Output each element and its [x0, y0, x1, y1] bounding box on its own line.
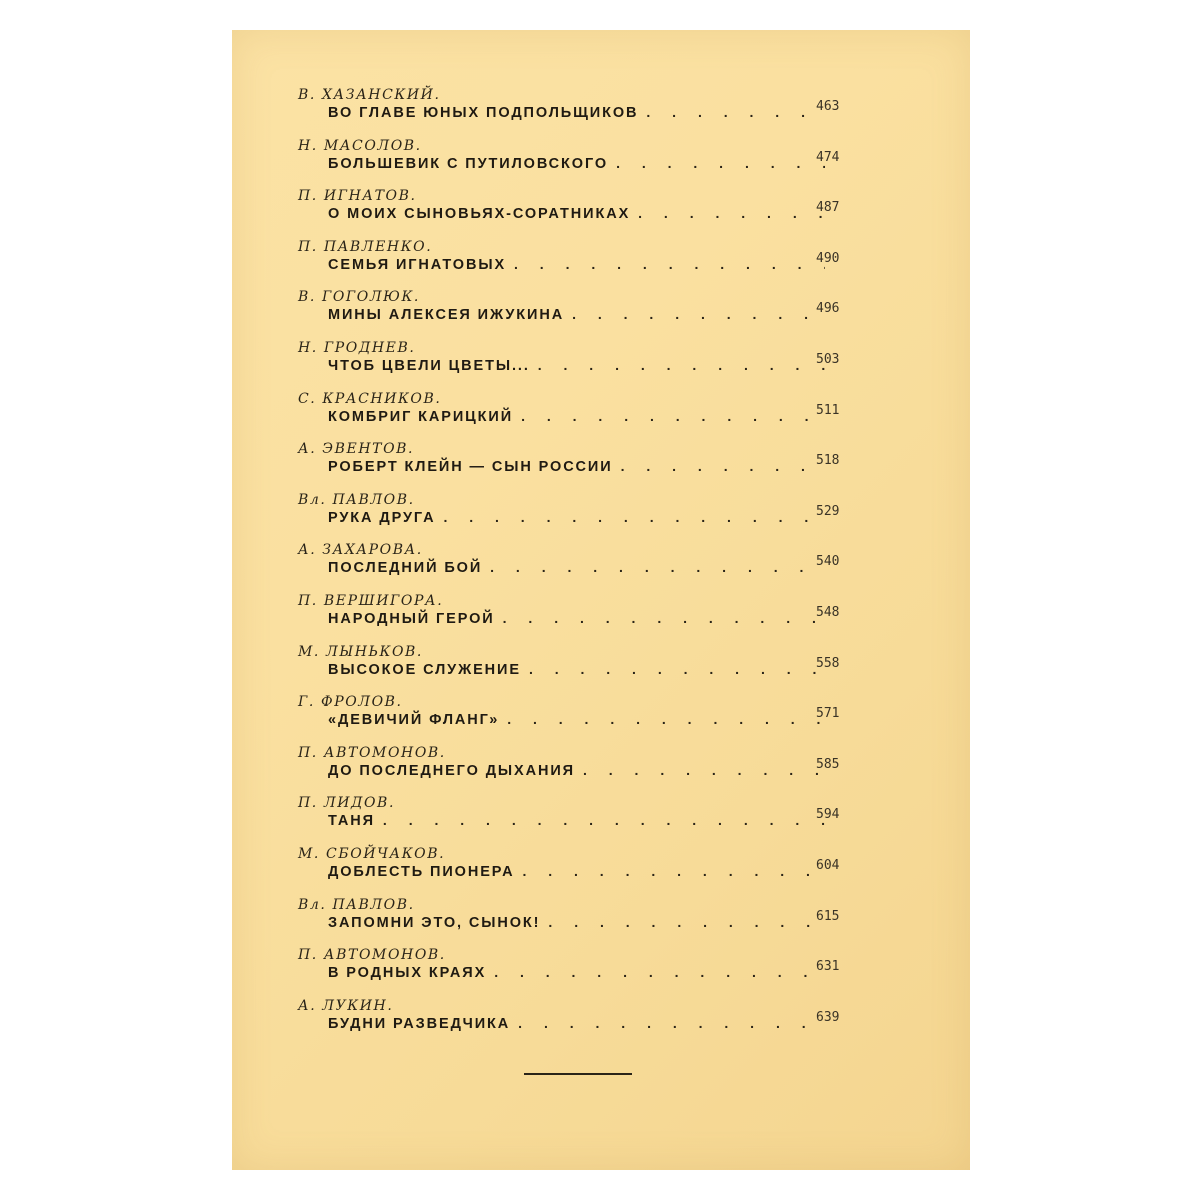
- toc-entry: [298, 996, 858, 1047]
- dot-leader: [621, 458, 825, 474]
- dot-leader: [548, 914, 825, 930]
- dot-leader: [529, 661, 825, 677]
- toc-page-number: 540: [816, 554, 840, 570]
- toc-title: РОБЕРТ КЛЕЙН — СЫН РОССИИ: [328, 459, 613, 476]
- toc-title-line: [328, 914, 843, 931]
- toc-title-line: [328, 812, 843, 829]
- toc-entry: [298, 186, 858, 237]
- toc-author: Н. ГРОДНЕВ.: [298, 339, 416, 356]
- dot-leader: [507, 711, 825, 727]
- toc-title-line: [328, 408, 843, 425]
- toc-title-line: [328, 863, 843, 880]
- toc-page-number: 604: [816, 857, 840, 873]
- toc-page-number: 529: [816, 503, 840, 519]
- toc-title: МИНЫ АЛЕКСЕЯ ИЖУКИНА: [328, 307, 565, 324]
- toc-title-line: [328, 1015, 843, 1032]
- toc-author: П. ПАВЛЕНКО.: [298, 238, 433, 255]
- dot-leader: [538, 357, 825, 373]
- toc-entry: [298, 692, 858, 743]
- toc-page-number: 594: [816, 807, 840, 823]
- toc-title: В РОДНЫХ КРАЯХ: [328, 965, 487, 982]
- toc-entry: [298, 540, 858, 591]
- toc-author: П. ИГНАТОВ.: [298, 188, 417, 205]
- toc-entry: [298, 743, 858, 794]
- toc-entry: [298, 945, 858, 996]
- toc-page-number: 615: [816, 908, 840, 924]
- toc-author: В. ГОГОЛЮК.: [298, 289, 420, 306]
- toc-title: КОМБРИГ КАРИЦКИЙ: [328, 408, 514, 425]
- toc-page-number: 487: [816, 200, 840, 216]
- toc-title-line: [328, 964, 843, 981]
- dot-leader: [521, 408, 825, 424]
- toc-title: ДОБЛЕСТЬ ПИОНЕРА: [328, 863, 515, 880]
- toc-entry: [298, 642, 858, 693]
- toc-title: ЧТОБ ЦВЕЛИ ЦВЕТЫ...: [328, 357, 530, 374]
- toc-page-number: 474: [816, 149, 840, 165]
- toc-title: ВО ГЛАВЕ ЮНЫХ ПОДПОЛЬЩИКОВ: [328, 105, 639, 121]
- toc-page-number: 548: [816, 604, 840, 620]
- toc-page-number: 585: [816, 756, 840, 772]
- toc-title: БОЛЬШЕВИК С ПУТИЛОВСКОГО: [328, 155, 609, 172]
- dot-leader: [443, 509, 825, 525]
- dot-leader: [494, 964, 825, 980]
- dot-leader: [514, 256, 825, 272]
- dot-leader: [518, 1015, 825, 1031]
- toc-title: СЕМЬЯ ИГНАТОВЫХ: [328, 256, 507, 273]
- toc-author: Г. ФРОЛОВ.: [298, 694, 403, 711]
- toc-author: В. ХАЗАНСКИЙ.: [298, 87, 441, 103]
- dot-leader: [638, 205, 825, 221]
- end-rule: [524, 1073, 632, 1075]
- dot-leader: [503, 610, 825, 626]
- dot-leader: [522, 863, 825, 879]
- toc-title: ЗАПОМНИ ЭТО, СЫНОК!: [328, 914, 541, 931]
- toc-author: М. СБОЙЧАКОВ.: [298, 845, 446, 862]
- dot-leader: [490, 559, 825, 575]
- toc-title-line: [328, 509, 843, 526]
- toc-entry: [298, 895, 858, 946]
- toc-page-number: 490: [816, 250, 840, 266]
- toc-page-number: 518: [816, 453, 840, 469]
- toc-page-number: 558: [816, 655, 840, 671]
- toc-title: ВЫСОКОЕ СЛУЖЕНИЕ: [328, 661, 521, 678]
- dot-leader: [572, 306, 825, 322]
- toc-title: БУДНИ РАЗВЕДЧИКА: [328, 1015, 511, 1032]
- toc-entry: [298, 85, 858, 136]
- toc-title-line: [328, 104, 843, 121]
- toc-title-line: [328, 559, 843, 576]
- toc-page-number: 571: [816, 706, 840, 722]
- table-of-contents: [298, 85, 858, 1046]
- toc-title: РУКА ДРУГА: [328, 509, 436, 526]
- toc-entry: [298, 439, 858, 490]
- toc-entry: [298, 237, 858, 288]
- toc-entry: [298, 490, 858, 541]
- toc-author: Вл. ПАВЛОВ.: [298, 896, 415, 913]
- toc-page-number: 639: [816, 1009, 840, 1025]
- toc-entry: [298, 844, 858, 895]
- toc-author: П. ВЕРШИГОРА.: [298, 592, 444, 609]
- toc-author: А. ЭВЕНТОВ.: [298, 441, 415, 458]
- toc-entry: [298, 136, 858, 187]
- toc-author: Вл. ПАВЛОВ.: [298, 491, 415, 508]
- toc-page-number: 463: [816, 99, 840, 114]
- toc-title: ПОСЛЕДНИЙ БОЙ: [328, 560, 483, 577]
- dot-leader: [583, 762, 825, 778]
- book-page: [232, 30, 970, 1170]
- toc-entry: [298, 591, 858, 642]
- toc-title-line: [328, 205, 843, 222]
- dot-leader: [646, 104, 825, 120]
- toc-author: М. ЛЫНЬКОВ.: [298, 643, 423, 660]
- toc-title-line: [328, 711, 843, 728]
- toc-author: Н. МАСОЛОВ.: [298, 137, 422, 154]
- toc-entry: [298, 389, 858, 440]
- toc-title-line: [328, 256, 843, 273]
- toc-title-line: [328, 610, 843, 627]
- toc-entry: [298, 287, 858, 338]
- toc-title-line: [328, 306, 843, 323]
- toc-title: «ДЕВИЧИЙ ФЛАНГ»: [328, 712, 500, 729]
- toc-title: ДО ПОСЛЕДНЕГО ДЫХАНИЯ: [328, 762, 575, 779]
- toc-page-number: 511: [816, 402, 840, 418]
- toc-page-number: 631: [816, 959, 840, 975]
- toc-entry: [298, 338, 858, 389]
- toc-title: НАРОДНЫЙ ГЕРОЙ: [328, 610, 495, 627]
- toc-author: А. ЛУКИН.: [298, 997, 394, 1014]
- dot-leader: [616, 155, 825, 171]
- toc-author: П. ЛИДОВ.: [298, 795, 395, 812]
- toc-title-line: [328, 458, 843, 475]
- toc-title-line: [328, 762, 843, 779]
- toc-title-line: [328, 661, 843, 678]
- toc-author: П. АВТОМОНОВ.: [298, 947, 446, 964]
- toc-title-line: [328, 357, 843, 374]
- toc-author: П. АВТОМОНОВ.: [298, 744, 446, 761]
- toc-title-line: [328, 155, 843, 172]
- toc-entry: [298, 793, 858, 844]
- toc-author: С. КРАСНИКОВ.: [298, 390, 442, 407]
- toc-author: А. ЗАХАРОВА.: [298, 542, 423, 559]
- toc-page-number: 496: [816, 301, 840, 317]
- dot-leader: [383, 812, 825, 828]
- toc-title: ТАНЯ: [328, 813, 375, 830]
- toc-page-number: 503: [816, 351, 840, 367]
- toc-title: О МОИХ СЫНОВЬЯХ-СОРАТНИКАХ: [328, 206, 631, 223]
